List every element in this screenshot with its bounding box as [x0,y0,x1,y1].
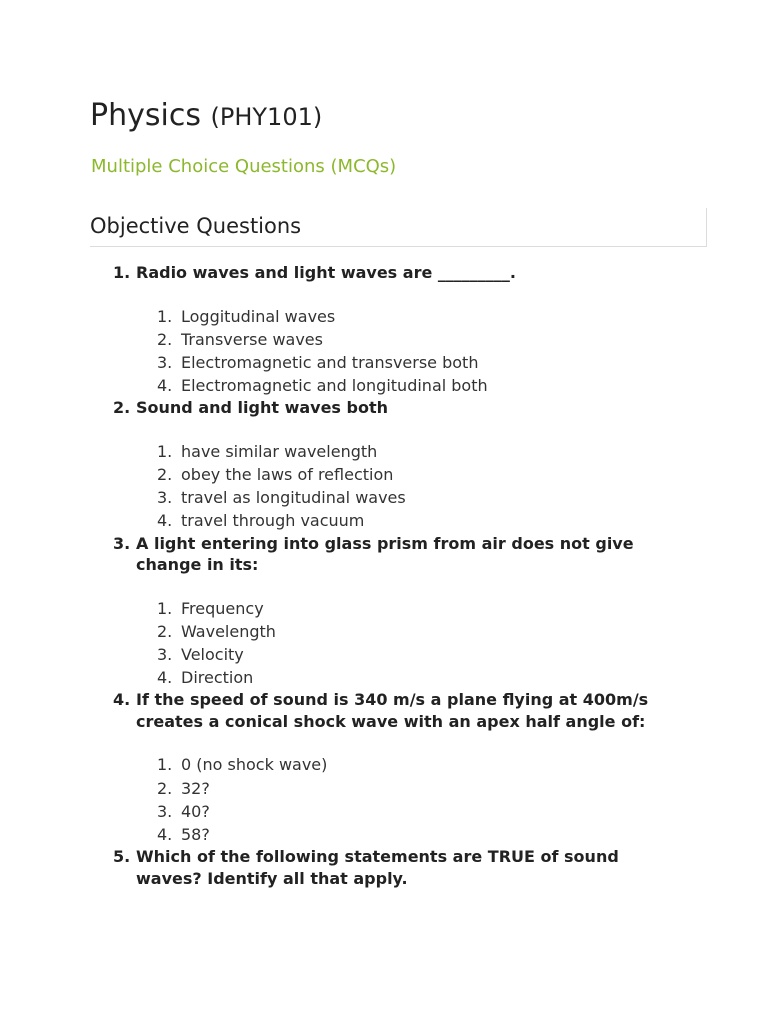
option-text: Electromagnetic and longitudinal both [181,376,488,396]
option-item [157,666,713,689]
question-item [113,689,713,846]
option-text: 40? [181,801,210,821]
option-item [157,305,713,328]
question-text: If the speed of sound is 340 m/s a plane flying at 400m/s creates a conical shock wave with an apex half angle of: [136,690,649,731]
option-number: 3. [157,645,173,665]
option-text: travel through vacuum [181,511,365,531]
option-number: 1. [157,755,173,775]
question-number: 3. [113,533,131,553]
question-number: 5. [113,847,131,867]
option-item [157,374,713,397]
question-text: Which of the following statements are TRUE of sound waves? Identify all that apply. [136,847,619,888]
option-number: 4. [157,376,173,396]
question-list [113,262,713,889]
question-item [113,397,713,532]
course-code: (PHY101) [210,103,323,131]
option-text: Loggitudinal waves [181,306,336,326]
question-header [113,262,713,284]
option-number: 1. [157,306,173,326]
option-item [157,463,713,486]
page-title [90,96,322,137]
section-header [90,208,707,247]
question-text: A light entering into glass prism from air does not give change in its: [136,533,634,575]
option-number: 2. [157,329,173,349]
page-subtitle: Multiple Choice Questions (MCQs) [91,156,397,177]
option-text: Direction [181,668,254,688]
option-text: Transverse waves [181,329,323,349]
option-text: Velocity [181,645,244,665]
option-text: 58? [181,825,210,845]
option-number: 2. [157,465,173,485]
option-text: Electromagnetic and transverse both [181,352,479,372]
option-item [157,643,713,666]
option-item [157,597,713,620]
question-header [113,533,713,576]
question-text: Radio waves and light waves are _________. [136,263,516,282]
question-header [113,689,713,732]
section-title: Objective Questions [90,214,302,238]
question-number: 1. [113,263,131,282]
question-item [113,846,713,889]
question-number: 2. [113,398,131,418]
option-item [157,777,713,800]
option-item [157,800,713,823]
option-text: Wavelength [181,621,276,641]
option-number: 3. [157,488,173,508]
question-header [113,397,713,419]
option-number: 4. [157,825,173,845]
option-item [157,486,713,509]
option-item [157,440,713,463]
option-text: 0 (no shock wave) [181,755,328,775]
option-item [157,351,713,374]
option-list [157,753,713,846]
option-list [157,597,713,690]
option-list [157,440,713,533]
option-text: Frequency [181,598,264,618]
option-number: 1. [157,598,173,618]
question-text: Sound and light waves both [136,398,388,418]
option-item [157,509,713,532]
option-number: 3. [157,352,173,372]
question-item [113,262,713,397]
option-item [157,328,713,351]
option-number: 4. [157,511,173,531]
question-item [113,533,713,690]
option-item [157,620,713,643]
subject-title: Physics [90,98,201,133]
option-number: 2. [157,778,173,798]
question-header [113,846,713,889]
question-number: 4. [113,690,131,710]
option-text: have similar wavelength [181,441,378,461]
option-item [157,753,713,776]
option-text: travel as longitudinal waves [181,488,406,508]
option-text: 32? [181,778,210,798]
option-number: 3. [157,801,173,821]
option-list [157,305,713,398]
option-text: obey the laws of reflection [181,465,394,485]
option-item [157,823,713,846]
option-number: 4. [157,668,173,688]
option-number: 1. [157,441,173,461]
option-number: 2. [157,621,173,641]
